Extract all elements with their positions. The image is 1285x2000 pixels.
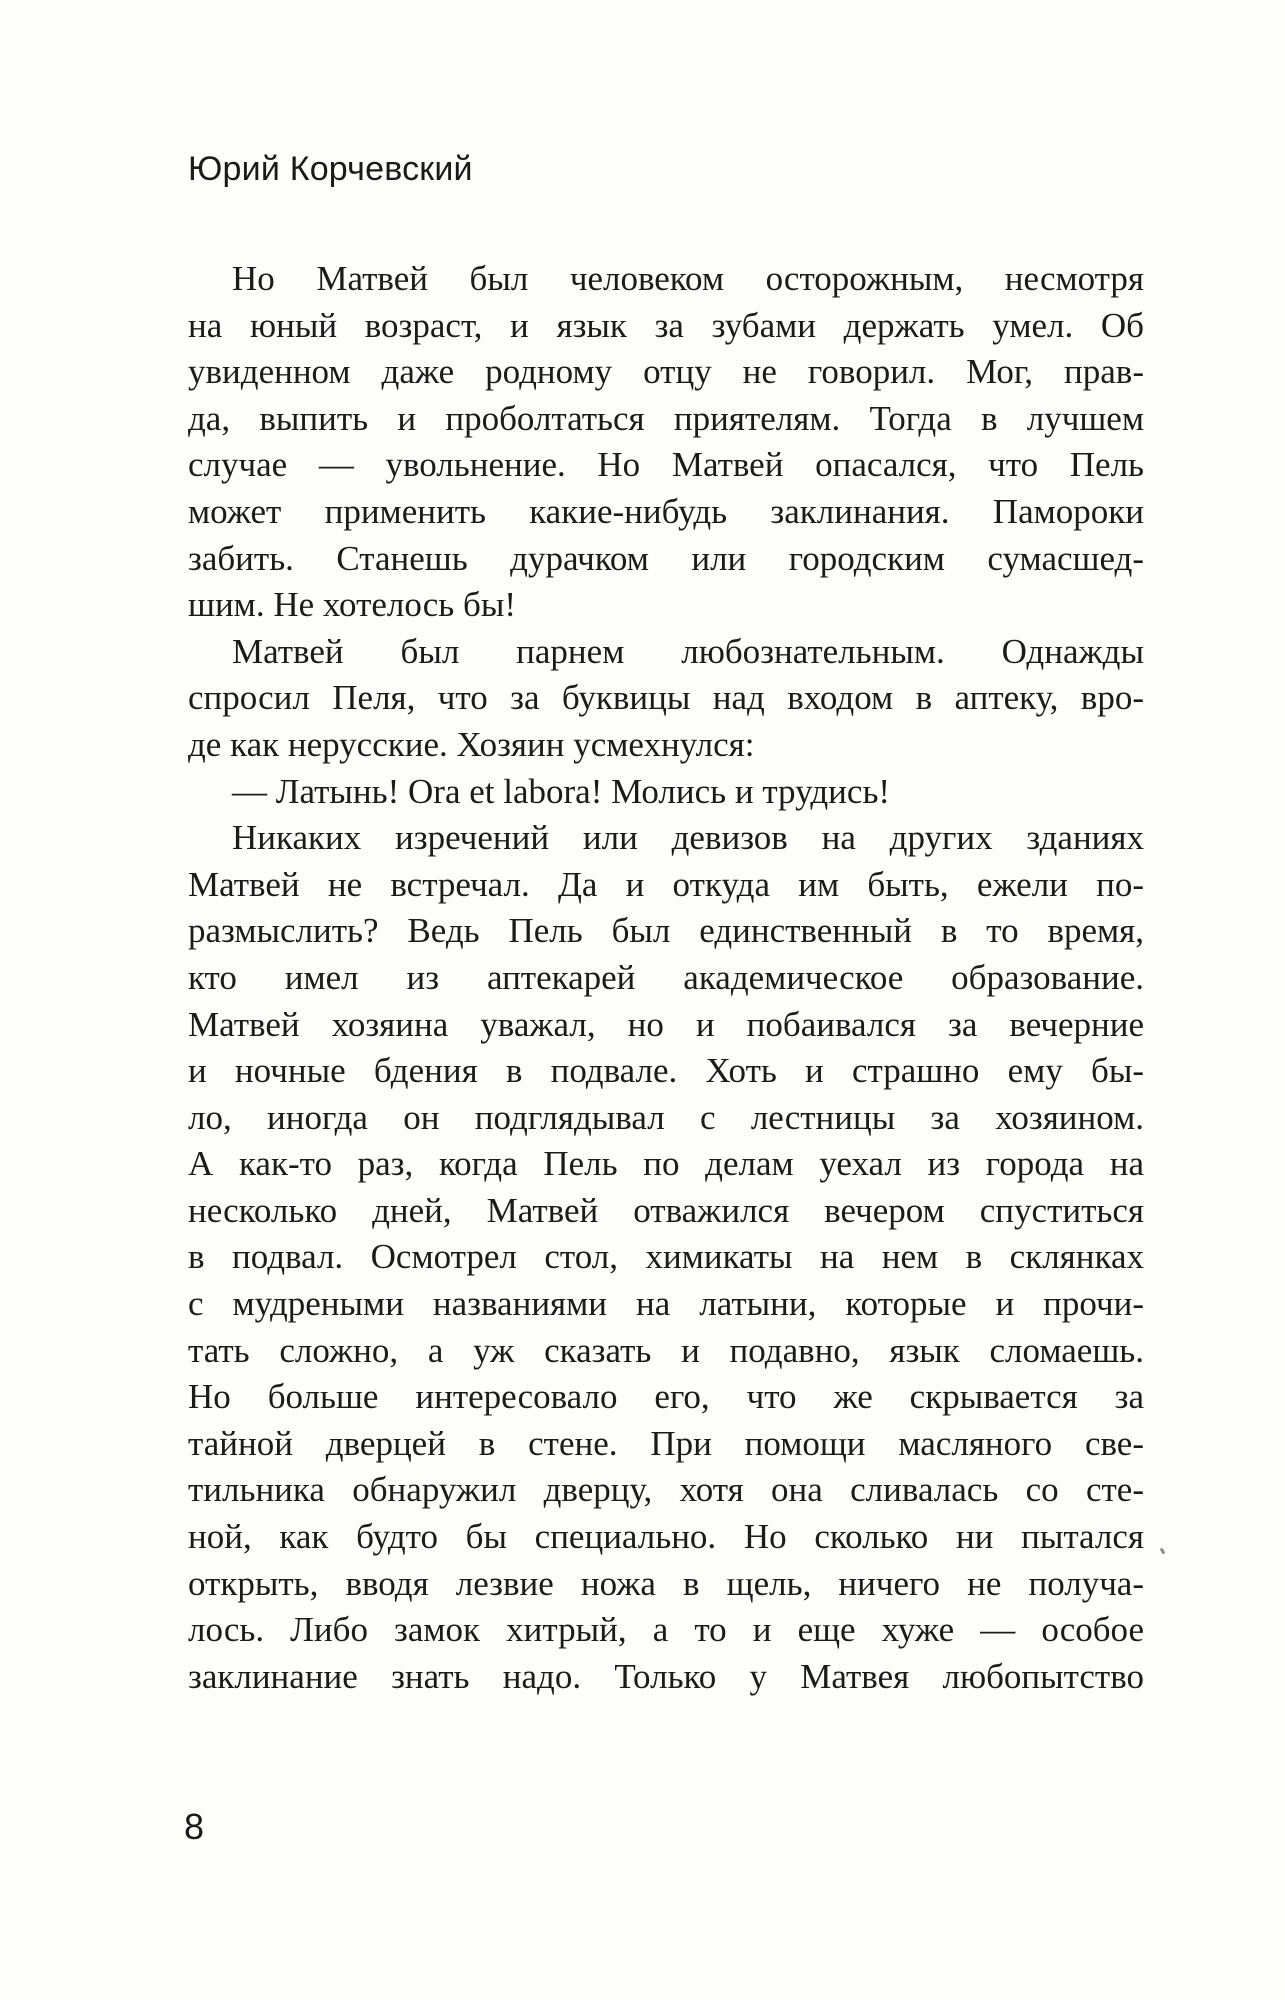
text-line: размыслить? Ведь Пель был единственный в то время, — [188, 911, 1144, 951]
text-line: тайной дверцей в стене. При помощи масляного све- — [188, 1423, 1144, 1463]
text-line: в подвал. Осмотрел стол, химикаты на нем в склянках — [188, 1237, 1144, 1277]
text-line: случае — увольнение. Но Матвей опасался, что Пель — [188, 445, 1144, 485]
text-line: Матвей не встречал. Да и откуда им быть, ежели по- — [188, 864, 1144, 904]
text-line: открыть, вводя лезвие ножа в щель, ничего не получа- — [188, 1563, 1144, 1603]
text-line: — Латынь! Ora et labora! Молись и трудись! — [232, 771, 891, 811]
text-line: тать сложно, а уж сказать и подавно, язык сломаешь. — [188, 1330, 1144, 1370]
text-line: А как-то раз, когда Пель по делам уехал из города на — [188, 1144, 1144, 1184]
page-number: 8 — [184, 1806, 205, 1847]
text-line: может применить какие-нибудь заклинания. Памороки — [188, 491, 1144, 531]
text-line: забить. Станешь дурачком или городским сумасшед- — [188, 538, 1144, 578]
text-line: лось. Либо замок хитрый, а то и еще хуже — особое — [188, 1610, 1144, 1650]
text-line: Матвей хозяина уважал, но и побаивался за вечерние — [188, 1004, 1144, 1044]
text-line: на юный возраст, и язык за зубами держать умел. Об — [188, 305, 1144, 345]
text-line: Но Матвей был человеком осторожным, несмотря — [232, 259, 1144, 298]
text-line: спросил Пеля, что за буквицы над входом в аптеку, вро- — [188, 678, 1144, 718]
text-line: несколько дней, Матвей отважился вечером спуститься — [188, 1190, 1144, 1230]
text-line: кто имел из аптекарей академическое образование. — [188, 957, 1144, 997]
running-head-author: Юрий Корчевский — [188, 150, 473, 188]
text-line: Матвей был парнем любознательным. Однажды — [232, 631, 1144, 671]
text-line: тильника обнаружил дверцу, хотя она сливалась со сте- — [188, 1470, 1144, 1510]
text-line: с мудреными названиями на латыни, которые и прочи- — [188, 1284, 1144, 1324]
scan-speck — [1160, 1548, 1166, 1555]
text-line: шим. Не хотелось бы! — [188, 585, 516, 625]
text-line: и ночные бдения в подвале. Хоть и страшно ему бы- — [188, 1051, 1144, 1091]
text-line: ло, иногда он подглядывал с лестницы за хозяином. — [188, 1097, 1144, 1137]
text-line: увиденном даже родному отцу не говорил. Мог, прав- — [188, 352, 1144, 392]
text-line: де как нерусские. Хозяин усмехнулся: — [188, 724, 755, 764]
text-line: заклинание знать надо. Только у Матвея любопытство — [188, 1656, 1144, 1696]
text-line: Но больше интересовало его, что же скрывается за — [188, 1377, 1144, 1417]
text-line: Никаких изречений или девизов на других зданиях — [232, 818, 1144, 858]
text-line: да, выпить и проболтаться приятелям. Тогда в лучшем — [188, 398, 1144, 438]
body-text — [188, 256, 1144, 1700]
text-line: ной, как будто бы специально. Но сколько ни пытался — [188, 1517, 1144, 1557]
